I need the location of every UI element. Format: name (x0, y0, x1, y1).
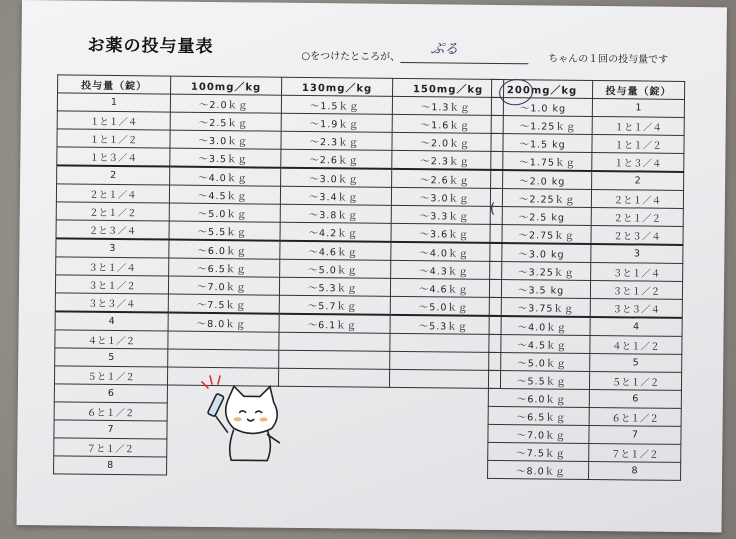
table-row (490, 224, 683, 245)
table-row (488, 460, 681, 480)
dose-cell: ２と３／４ (591, 225, 683, 244)
dose-cell: 7 (54, 420, 167, 439)
dose-cell: １と３／４ (592, 152, 684, 171)
weight-cell: ～5.3ｋｇ (279, 277, 390, 296)
dosage-sheet (17, 0, 727, 532)
dose-cell: ２と３／４ (56, 220, 169, 240)
header-130: 130mg／kg (282, 77, 393, 96)
table-row (490, 188, 683, 208)
weight-cell (390, 333, 501, 352)
weight-cell: ～4.0ｋｇ (489, 316, 590, 336)
dose-cell: ５と１／２ (589, 371, 681, 390)
weight-cell (168, 349, 279, 368)
weight-cell (389, 369, 500, 388)
weight-cell: ～3.0 kg (490, 243, 591, 263)
header-100: 100mg／kg (171, 76, 282, 95)
weight-cell: ～4.6ｋｇ (280, 241, 391, 261)
weight-cell: ～3.0ｋｇ (281, 168, 392, 188)
weight-cell: ～3.6ｋｇ (391, 223, 502, 243)
weight-cell: ～1.75ｋｇ (491, 151, 592, 171)
table-row (488, 442, 681, 462)
weight-cell: ～2.0 kg (491, 170, 592, 190)
dose-cell: 3 (56, 238, 169, 258)
dose-cell: 8 (54, 456, 167, 475)
dose-cell: ３と１／４ (56, 257, 169, 276)
sentence-prefix: ○をつけたところが、 (301, 50, 401, 63)
weight-cell: ～2.5ｋｇ (170, 112, 281, 131)
weight-cell: ～4.6ｋｇ (390, 278, 501, 297)
table-row (489, 334, 682, 354)
weight-cell: ～5.5ｋｇ (169, 221, 280, 241)
weight-cell (389, 423, 500, 442)
dose-cell: 2 (57, 165, 170, 185)
weight-cell: ～3.25ｋｇ (490, 261, 591, 280)
dose-cell: ３と１／２ (55, 275, 168, 294)
table-row (488, 424, 681, 444)
weight-cell: ～3.5ｋｇ (170, 148, 281, 168)
weight-cell: ～5.3ｋｇ (390, 315, 501, 335)
weight-cell: ～5.0ｋｇ (169, 203, 280, 222)
weight-cell: ～2.0ｋｇ (170, 94, 281, 113)
weight-cell: ～2.6ｋｇ (392, 169, 503, 189)
dose-cell: 6 (589, 389, 681, 408)
header-200: 200mg／kg (492, 79, 593, 98)
dose-cell: 1 (592, 98, 684, 117)
handwritten-bracket-mark: ( (489, 200, 496, 217)
dose-cell: １と１／２ (592, 134, 684, 153)
weight-cell: ～1.25ｋｇ (491, 115, 592, 134)
dose-cell: 1 (57, 93, 170, 112)
dose-cell: 6 (54, 384, 167, 403)
dose-cell: ２と１／２ (591, 207, 683, 226)
dose-cell: 2 (592, 171, 684, 190)
weight-cell: ～2.3ｋｇ (392, 150, 503, 170)
weight-cell: ～3.0ｋｇ (391, 187, 502, 206)
weight-cell: ～7.0ｋｇ (488, 424, 589, 443)
header-150: 150mg／kg (393, 78, 504, 97)
weight-cell: ～8.0ｋｇ (488, 460, 589, 479)
header-dose: 投与量（錠） (58, 75, 171, 94)
page-title: お薬の投与量表 (87, 35, 214, 58)
dose-cell: ７と１／２ (54, 438, 167, 457)
table-row (488, 388, 681, 408)
weight-cell: ～6.5ｋｇ (488, 406, 589, 425)
weight-cell: ～1.5 kg (491, 133, 592, 152)
weight-cell (279, 332, 390, 351)
weight-cell: ～2.6ｋｇ (281, 149, 392, 169)
weight-cell: ～1.9ｋｇ (281, 113, 392, 132)
dose-cell: 4 (55, 311, 168, 331)
dosage-table-200 (487, 79, 685, 481)
weight-cell: ～4.3ｋｇ (391, 260, 502, 279)
weight-cell: ～2.3ｋｇ (281, 131, 392, 150)
weight-cell: ～4.0ｋｇ (170, 167, 281, 187)
weight-cell: ～3.0ｋｇ (170, 130, 281, 149)
dose-cell: 3 (591, 244, 683, 263)
dose-cell: ５と１／２ (54, 366, 167, 385)
weight-cell: ～3.8ｋｇ (280, 204, 391, 223)
dose-cell: ３と３／４ (55, 293, 168, 313)
weight-cell: ～2.25ｋｇ (490, 188, 591, 207)
handwritten-name: ぷる (430, 41, 459, 58)
weight-cell (389, 405, 500, 424)
weight-cell (389, 459, 500, 478)
dose-cell: 4 (590, 317, 682, 336)
cat-with-syringe-icon (197, 372, 298, 468)
dose-cell: 5 (590, 353, 682, 372)
weight-cell: ～1.3ｋｇ (392, 96, 503, 115)
weight-cell: ～4.2ｋｇ (280, 222, 391, 242)
dose-cell: ６と１／２ (589, 407, 681, 426)
weight-cell: ～6.5ｋｇ (169, 258, 280, 277)
weight-cell: ～7.5ｋｇ (168, 294, 279, 314)
table-row (490, 206, 683, 226)
table-row (491, 133, 684, 153)
header-dose-right: 投与量（錠） (593, 80, 685, 99)
dose-cell: ２と１／４ (56, 184, 169, 203)
table-row (491, 115, 684, 135)
weight-cell: ～3.75ｋｇ (489, 297, 590, 317)
dose-cell: ２と１／４ (591, 189, 683, 208)
dose-cell: １と３／４ (57, 147, 170, 167)
sentence-suffix: ちゃんの１回の投与量です (548, 53, 669, 66)
weight-cell: ～1.6ｋｇ (392, 114, 503, 133)
name-blank (400, 41, 528, 64)
dose-cell: 5 (55, 348, 168, 367)
dose-cell: ６と１／２ (54, 402, 167, 421)
table-row (491, 170, 684, 191)
dose-cell: ３と１／２ (590, 280, 682, 299)
weight-cell: ～3.3ｋｇ (391, 205, 502, 224)
weight-cell: ～2.0ｋｇ (392, 132, 503, 151)
weight-cell: ～3.5 kg (489, 279, 590, 298)
weight-cell: ～7.5ｋｇ (488, 442, 589, 461)
weight-cell: ～1.0 kg (491, 97, 592, 116)
weight-cell (279, 350, 390, 369)
weight-cell (389, 387, 500, 406)
table-row (488, 370, 681, 390)
dose-cell: ３と３／４ (590, 298, 682, 317)
table-row (490, 243, 683, 264)
table-row (489, 352, 682, 372)
table-row (489, 316, 682, 337)
weight-cell (389, 441, 500, 460)
dose-cell: ２と１／２ (56, 202, 169, 221)
weight-cell: ～4.5ｋｇ (489, 334, 590, 353)
weight-cell: ～6.1ｋｇ (279, 314, 390, 334)
weight-cell (390, 351, 501, 370)
weight-cell: ～5.0ｋｇ (489, 352, 590, 371)
weight-cell: ～1.5ｋｇ (281, 95, 392, 114)
dose-cell: １と１／２ (57, 129, 170, 148)
weight-cell: ～5.0ｋｇ (280, 259, 391, 278)
weight-cell: ～4.5ｋｇ (169, 185, 280, 204)
weight-cell: ～7.0ｋｇ (168, 276, 279, 295)
owner-sentence (301, 41, 669, 66)
table-row (489, 279, 682, 299)
weight-cell: ～2.75ｋｇ (490, 224, 591, 244)
dose-cell: ４と１／２ (590, 335, 682, 354)
weight-cell: ～5.0ｋｇ (390, 296, 501, 316)
dose-cell: １と１／４ (592, 116, 684, 135)
dose-cell: ３と１／４ (591, 262, 683, 281)
weight-cell: ～6.0ｋｇ (169, 240, 280, 260)
weight-cell: ～5.7ｋｇ (279, 295, 390, 315)
weight-cell: ～6.0ｋｇ (488, 388, 589, 407)
weight-cell: ～3.4ｋｇ (280, 186, 391, 205)
table-row (490, 261, 683, 281)
table-row (491, 151, 684, 172)
dose-cell: 7 (589, 425, 681, 444)
weight-cell (168, 331, 279, 350)
table-row (489, 297, 682, 318)
dose-cell: ７と１／２ (589, 443, 681, 462)
dose-cell: ４と１／２ (55, 330, 168, 349)
weight-cell: ～4.0ｋｇ (391, 242, 502, 262)
weight-cell: ～5.5ｋｇ (488, 370, 589, 389)
weight-cell: ～2.5 kg (490, 206, 591, 225)
weight-cell: ～8.0ｋｇ (168, 313, 279, 333)
table-row (488, 406, 681, 426)
dose-cell: １と１／４ (57, 111, 170, 130)
dose-cell: 8 (589, 461, 681, 480)
